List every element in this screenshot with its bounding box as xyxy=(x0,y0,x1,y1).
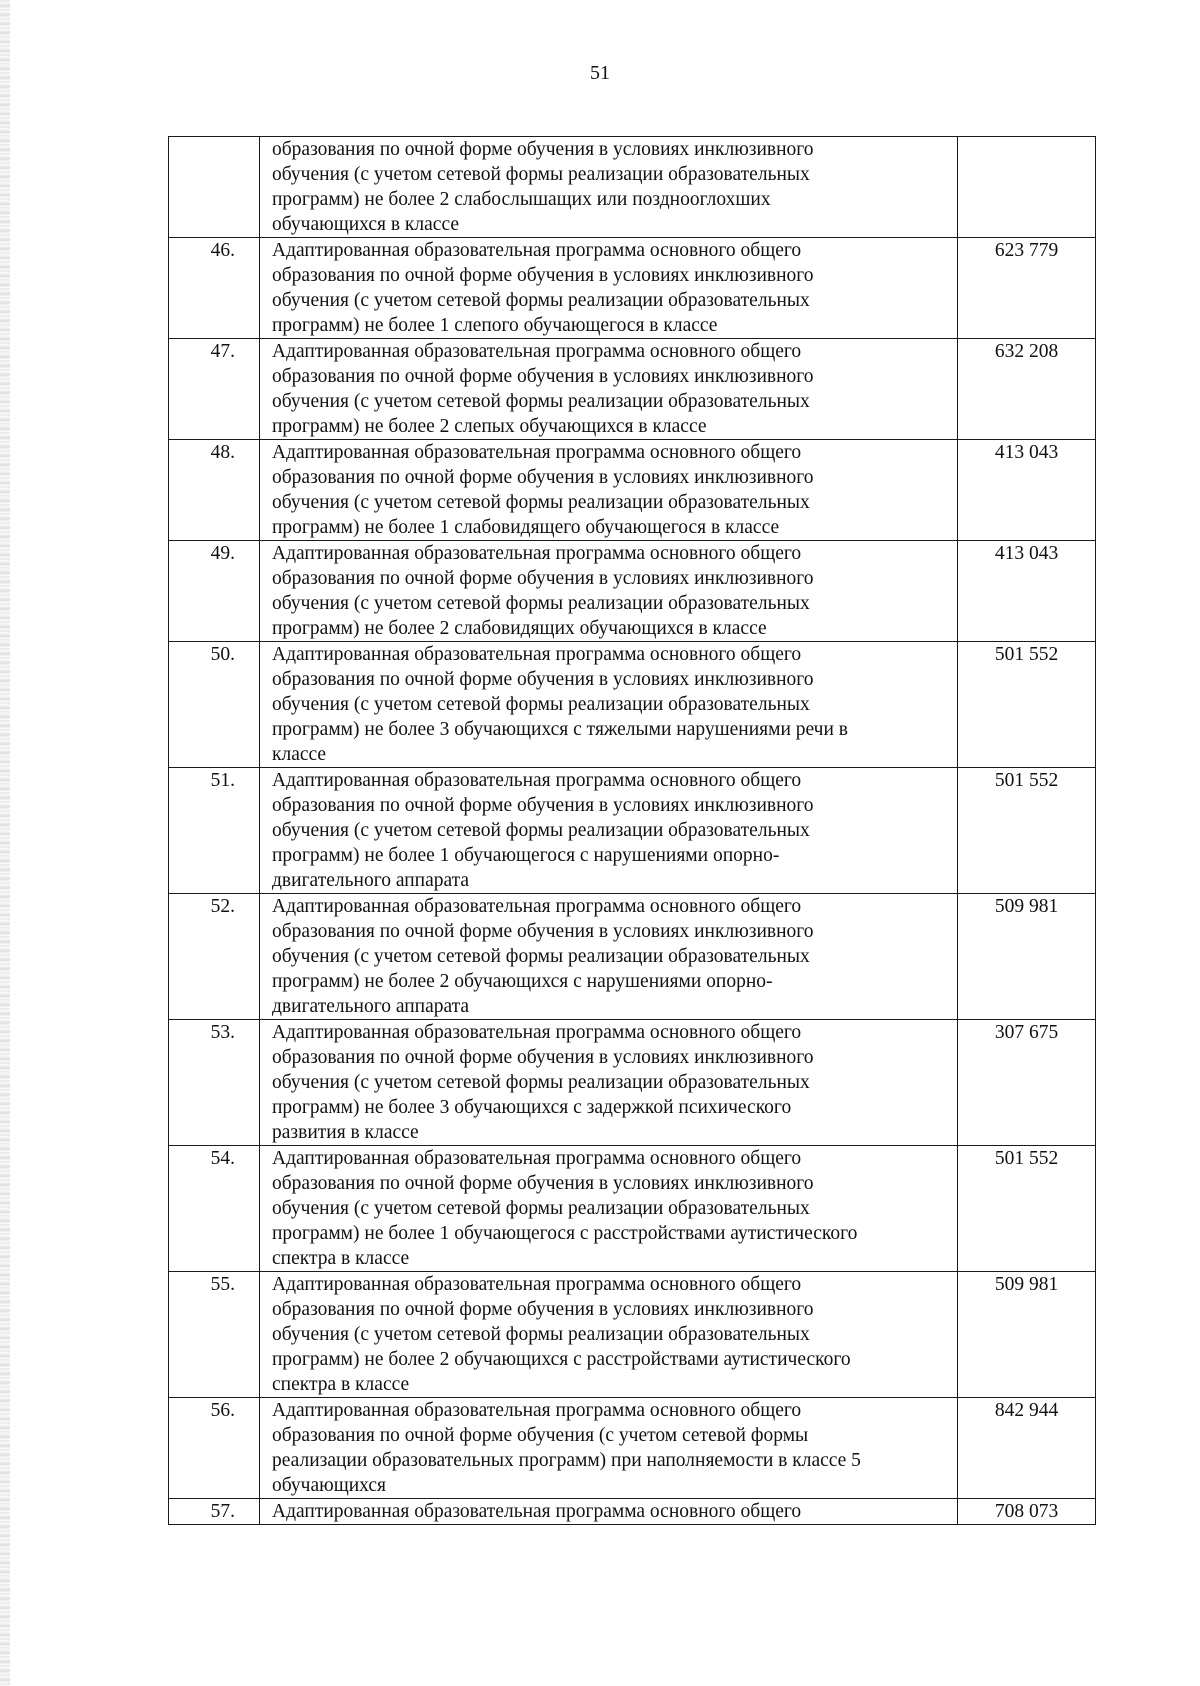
row-number xyxy=(169,137,260,238)
description-line: программ) не более 3 обучающихся с тяжелыми нарушениями речи в xyxy=(272,719,849,740)
row-number: 52. xyxy=(169,894,260,1020)
cost-value xyxy=(958,137,1096,238)
description-line: программ) не более 1 слепого обучающегося в классе xyxy=(272,315,718,336)
description-line: образования по очной форме обучения в условиях инклюзивного xyxy=(272,568,814,589)
description-line: обучающихся xyxy=(272,1475,386,1496)
cost-value: 509 981 xyxy=(958,894,1096,1020)
description-line: программ) не более 1 обучающегося с нарушениями опорно- xyxy=(272,845,780,866)
table-row xyxy=(169,137,1096,238)
cost-value: 509 981 xyxy=(958,1272,1096,1398)
row-number: 51. xyxy=(169,768,260,894)
table-row xyxy=(169,1272,1096,1398)
description-line: образования по очной форме обучения в условиях инклюзивного xyxy=(272,139,814,160)
description-line: образования по очной форме обучения в условиях инклюзивного xyxy=(272,467,814,488)
description-line: образования по очной форме обучения в условиях инклюзивного xyxy=(272,366,814,387)
row-number: 54. xyxy=(169,1146,260,1272)
description-line: обучения (с учетом сетевой формы реализации образовательных xyxy=(272,290,810,311)
description-line: образования по очной форме обучения (с учетом сетевой формы xyxy=(272,1425,809,1446)
description-line: развития в классе xyxy=(272,1122,419,1143)
page-number: 51 xyxy=(590,62,610,84)
description-line: программ) не более 1 обучающегося с расстройствами аутистического xyxy=(272,1223,858,1244)
table-row xyxy=(169,1146,1096,1272)
program-description xyxy=(260,1398,958,1499)
description-line: Адаптированная образовательная программа основного общего xyxy=(272,1148,802,1169)
cost-value: 413 043 xyxy=(958,541,1096,642)
description-line: обучения (с учетом сетевой формы реализации образовательных xyxy=(272,1324,810,1345)
description-line: Адаптированная образовательная программа основного общего xyxy=(272,1274,802,1295)
description-line: образования по очной форме обучения в условиях инклюзивного xyxy=(272,795,814,816)
row-number: 55. xyxy=(169,1272,260,1398)
program-description xyxy=(260,894,958,1020)
description-line: Адаптированная образовательная программа основного общего xyxy=(272,896,802,917)
row-number: 57. xyxy=(169,1499,260,1525)
description-line: образования по очной форме обучения в условиях инклюзивного xyxy=(272,921,814,942)
description-line: реализации образовательных программ) при наполняемости в классе 5 xyxy=(272,1450,861,1471)
description-line: программ) не более 2 обучающихся с нарушениями опорно- xyxy=(272,971,773,992)
row-number: 50. xyxy=(169,642,260,768)
description-line: программ) не более 2 обучающихся с расстройствами аутистического xyxy=(272,1349,851,1370)
description-line: Адаптированная образовательная программа основного общего xyxy=(272,1022,802,1043)
cost-value: 413 043 xyxy=(958,440,1096,541)
description-line: Адаптированная образовательная программа основного общего xyxy=(272,1400,802,1421)
cost-value: 842 944 xyxy=(958,1398,1096,1499)
description-line: обучения (с учетом сетевой формы реализации образовательных xyxy=(272,593,810,614)
description-line: программ) не более 3 обучающихся с задержкой психического xyxy=(272,1097,792,1118)
table-row xyxy=(169,1398,1096,1499)
table-row xyxy=(169,238,1096,339)
description-line: программ) не более 2 слабовидящих обучающихся в классе xyxy=(272,618,767,639)
program-description xyxy=(260,1272,958,1398)
description-line: спектра в классе xyxy=(272,1248,410,1269)
table-body xyxy=(169,137,1096,1525)
row-number: 53. xyxy=(169,1020,260,1146)
table-row xyxy=(169,339,1096,440)
row-number: 48. xyxy=(169,440,260,541)
cost-value: 501 552 xyxy=(958,768,1096,894)
cost-value: 708 073 xyxy=(958,1499,1096,1525)
table-row xyxy=(169,1020,1096,1146)
row-number: 46. xyxy=(169,238,260,339)
description-line: Адаптированная образовательная программа основного общего xyxy=(272,644,802,665)
cost-value: 623 779 xyxy=(958,238,1096,339)
cost-value: 307 675 xyxy=(958,1020,1096,1146)
cost-value: 501 552 xyxy=(958,642,1096,768)
program-description xyxy=(260,440,958,541)
description-line: образования по очной форме обучения в условиях инклюзивного xyxy=(272,1299,814,1320)
description-line: классе xyxy=(272,744,327,765)
description-line: Адаптированная образовательная программа основного общего xyxy=(272,442,802,463)
description-line: обучения (с учетом сетевой формы реализации образовательных xyxy=(272,391,810,412)
description-line: Адаптированная образовательная программа основного общего xyxy=(272,543,802,564)
row-number: 49. xyxy=(169,541,260,642)
description-line: Адаптированная образовательная программа основного общего xyxy=(272,770,802,791)
table-row xyxy=(169,768,1096,894)
program-description xyxy=(260,339,958,440)
description-line: Адаптированная образовательная программа основного общего xyxy=(272,1501,802,1522)
program-description xyxy=(260,541,958,642)
table-row xyxy=(169,894,1096,1020)
program-description xyxy=(260,768,958,894)
description-line: образования по очной форме обучения в условиях инклюзивного xyxy=(272,265,814,286)
cost-value: 632 208 xyxy=(958,339,1096,440)
program-description xyxy=(260,642,958,768)
description-line: образования по очной форме обучения в условиях инклюзивного xyxy=(272,1173,814,1194)
scan-edge-artifact xyxy=(0,0,10,1686)
description-line: Адаптированная образовательная программа основного общего xyxy=(272,240,802,261)
tariff-table xyxy=(168,136,1096,1525)
row-number: 56. xyxy=(169,1398,260,1499)
description-line: обучения (с учетом сетевой формы реализации образовательных xyxy=(272,694,810,715)
description-line: двигательного аппарата xyxy=(272,996,470,1017)
description-line: обучения (с учетом сетевой формы реализации образовательных xyxy=(272,820,810,841)
description-line: обучения (с учетом сетевой формы реализации образовательных xyxy=(272,1198,810,1219)
description-line: образования по очной форме обучения в условиях инклюзивного xyxy=(272,1047,814,1068)
table-row xyxy=(169,541,1096,642)
description-line: образования по очной форме обучения в условиях инклюзивного xyxy=(272,669,814,690)
program-description xyxy=(260,238,958,339)
table-row xyxy=(169,440,1096,541)
description-line: обучения (с учетом сетевой формы реализации образовательных xyxy=(272,492,810,513)
row-number: 47. xyxy=(169,339,260,440)
program-description xyxy=(260,1499,958,1525)
description-line: программ) не более 2 слепых обучающихся в классе xyxy=(272,416,707,437)
cost-value: 501 552 xyxy=(958,1146,1096,1272)
description-line: обучения (с учетом сетевой формы реализации образовательных xyxy=(272,1072,810,1093)
description-line: спектра в классе xyxy=(272,1374,410,1395)
description-line: двигательного аппарата xyxy=(272,870,470,891)
description-line: обучения (с учетом сетевой формы реализации образовательных xyxy=(272,946,810,967)
description-line: программ) не более 2 слабослышащих или позднооглохших xyxy=(272,189,771,210)
description-line: обучающихся в классе xyxy=(272,214,459,235)
program-description xyxy=(260,137,958,238)
description-line: обучения (с учетом сетевой формы реализации образовательных xyxy=(272,164,810,185)
table-row xyxy=(169,642,1096,768)
program-description xyxy=(260,1020,958,1146)
table-row xyxy=(169,1499,1096,1525)
description-line: программ) не более 1 слабовидящего обучающегося в классе xyxy=(272,517,780,538)
description-line: Адаптированная образовательная программа основного общего xyxy=(272,341,802,362)
program-description xyxy=(260,1146,958,1272)
